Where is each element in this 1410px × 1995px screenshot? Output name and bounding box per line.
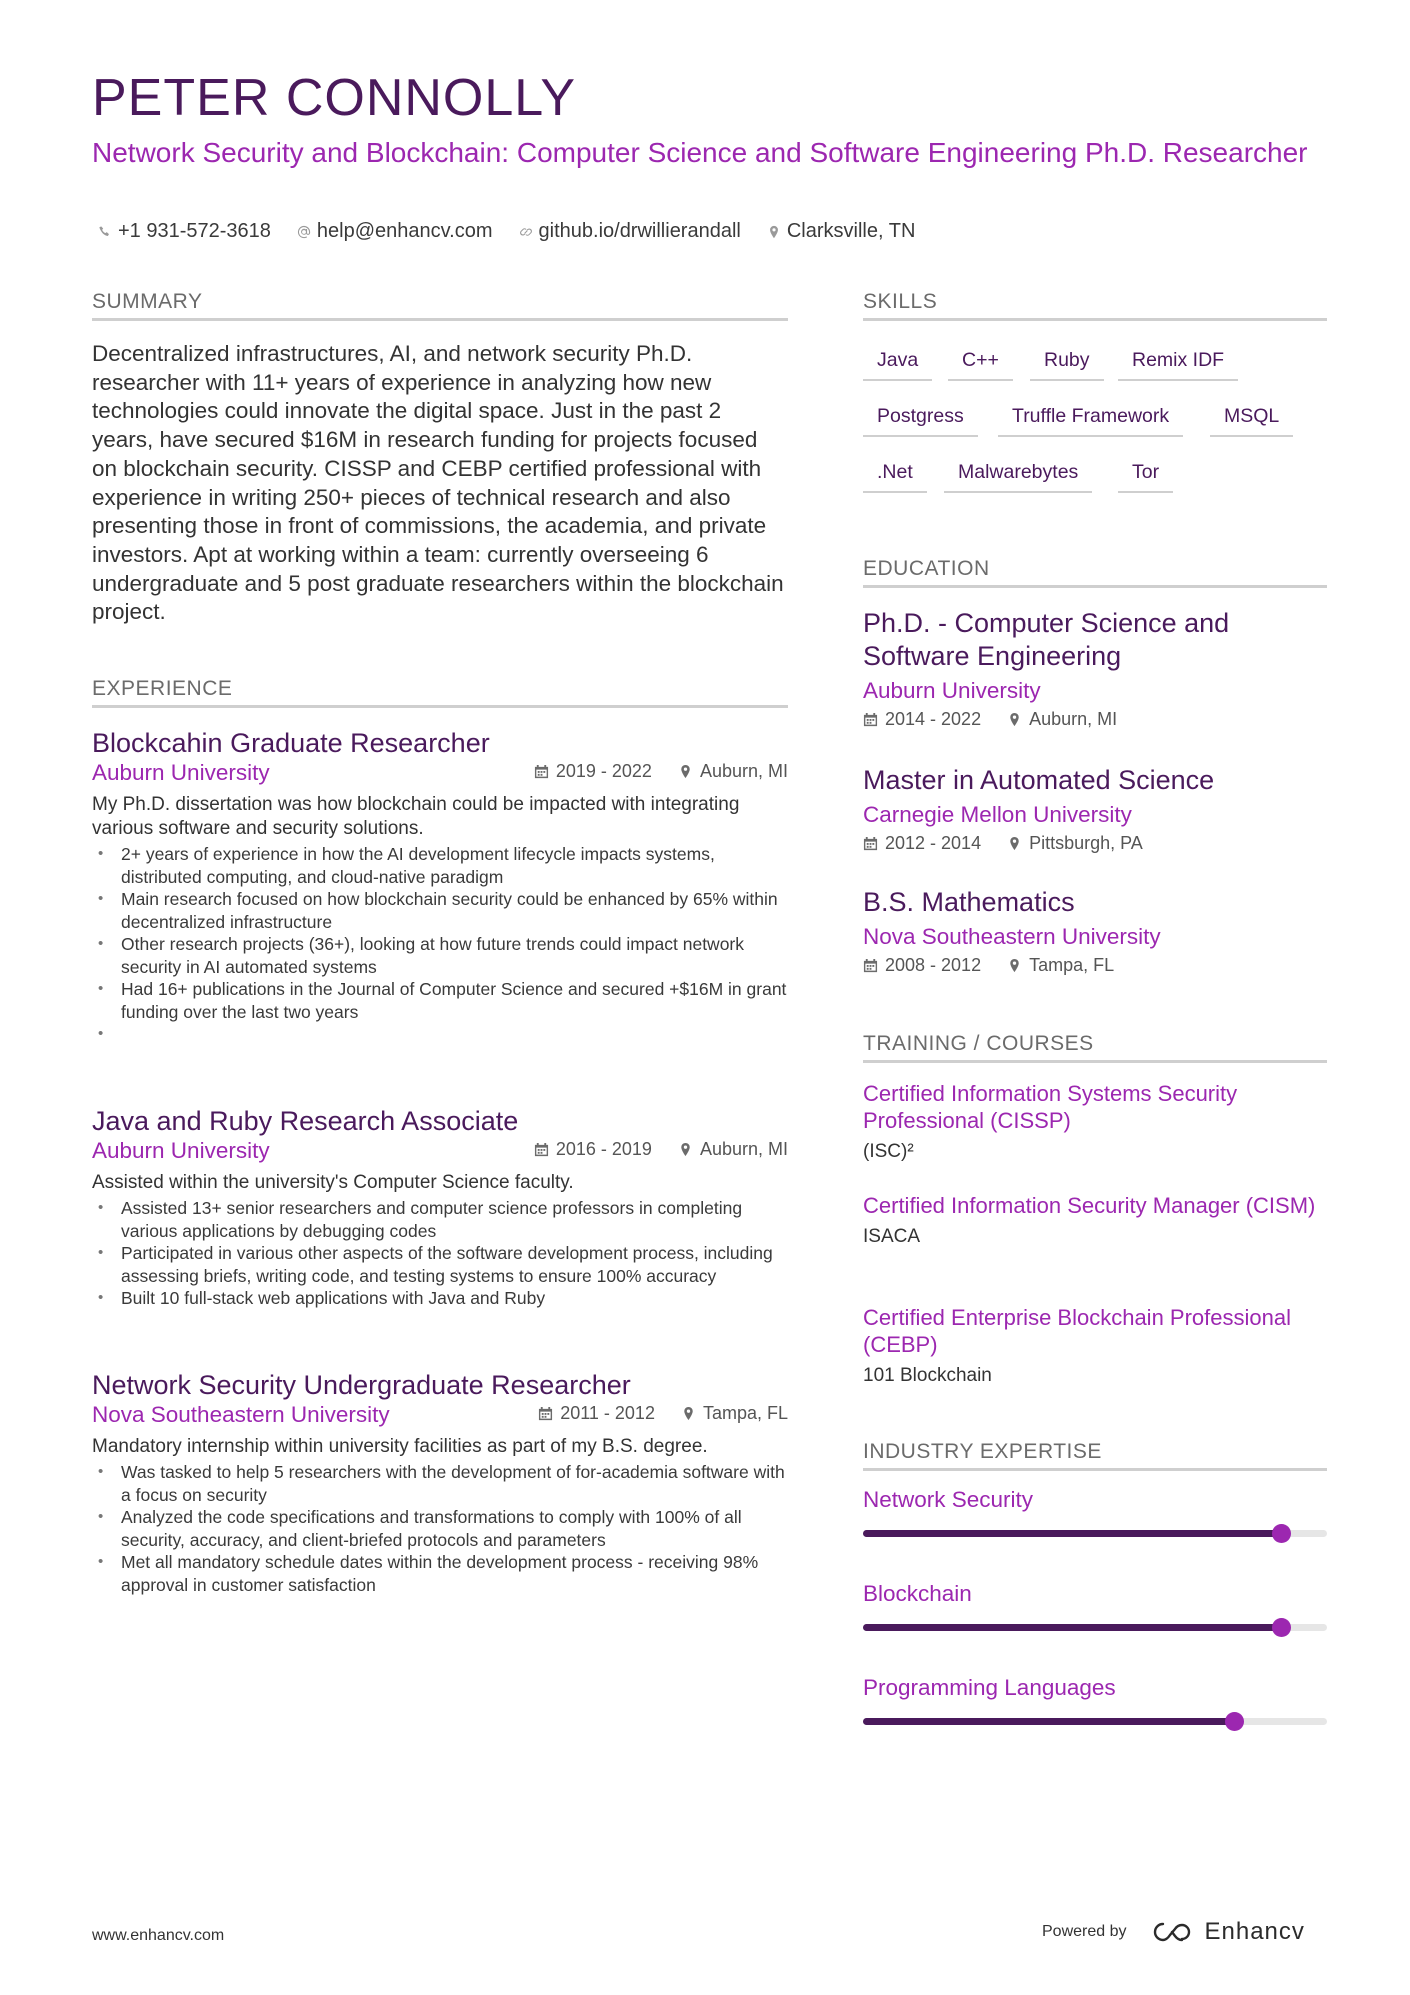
- expertise-label: Network Security: [863, 1487, 1034, 1512]
- calendar-icon: [538, 1406, 553, 1421]
- school-name: Nova Southeastern University: [863, 924, 1161, 949]
- education-heading: EDUCATION: [863, 557, 1327, 588]
- education-location: Pittsburgh, PA: [1007, 833, 1143, 854]
- education-location: Tampa, FL: [1007, 955, 1114, 976]
- education-item: [863, 607, 1327, 730]
- location-pin-icon: [1007, 836, 1022, 851]
- job-bullet: • Met all mandatory schedule dates within the development process - receiving 98% approval in customer satisfaction: [92, 1551, 788, 1596]
- expertise-bar-fill: [863, 1530, 1281, 1537]
- job-dates: 2011 - 2012: [538, 1403, 655, 1424]
- course-item: [863, 1192, 1327, 1249]
- job-title: Network Security Undergraduate Researcher: [92, 1370, 631, 1400]
- footer-website[interactable]: www.enhancv.com: [92, 1927, 225, 1944]
- degree-title: B.S. Mathematics: [863, 887, 1075, 917]
- job-meta: [538, 1403, 788, 1424]
- skill-tag: MSQL: [1210, 403, 1293, 437]
- expertise-bar-fill: [863, 1624, 1281, 1631]
- expertise-item: [863, 1674, 1327, 1702]
- brand-name: Enhancv: [1204, 1918, 1305, 1945]
- skill-tag: Java: [863, 347, 932, 381]
- job-location: Auburn, MI: [678, 1139, 788, 1160]
- footer-brand: [1042, 1918, 1305, 1946]
- job-bullet: • Assisted 13+ senior researchers and computer science professors in completing various applications by debugging codes: [92, 1197, 788, 1242]
- course-title: Certified Information Security Manager (CISM): [863, 1193, 1316, 1218]
- job-title: Java and Ruby Research Associate: [92, 1106, 519, 1136]
- phone-text: +1 931-572-3618: [118, 220, 271, 242]
- degree-title: Ph.D. - Computer Science and Software Engineering: [863, 608, 1230, 671]
- job-bullet: • Analyzed the code specifications and transformations to comply with 100% of all security, accuracy, and client-briefed protocols and parameters: [92, 1506, 788, 1551]
- skill-tag: .Net: [863, 459, 927, 493]
- location-pin-icon: [767, 225, 781, 239]
- location-pin-icon: [1007, 958, 1022, 973]
- location-pin-icon: [678, 1142, 693, 1157]
- skill-tag: Remix IDF: [1118, 347, 1238, 381]
- job-bullets: [92, 1197, 788, 1310]
- degree-title: Master in Automated Science: [863, 765, 1215, 795]
- skills-heading: SKILLS: [863, 290, 1327, 321]
- powered-by-text: Powered by: [1042, 1923, 1127, 1940]
- job-description: My Ph.D. dissertation was how blockchain could be impacted with integrating various software and security solutions.: [92, 794, 740, 839]
- education-location: Auburn, MI: [1007, 709, 1117, 730]
- job-bullet: • Had 16+ publications in the Journal of Computer Science and secured +$16M in grant funding over the last two years: [92, 978, 788, 1023]
- summary-heading: SUMMARY: [92, 290, 788, 321]
- course-provider: ISACA: [863, 1226, 921, 1247]
- experience-item: [92, 727, 788, 1045]
- experience-item: [92, 1105, 788, 1310]
- education-dates: 2008 - 2012: [863, 955, 981, 976]
- candidate-headline: Network Security and Blockchain: Computer Science and Software Engineering Ph.D. Researcher: [92, 137, 1308, 168]
- job-bullet: • Built 10 full-stack web applications with Java and Ruby: [92, 1287, 788, 1310]
- course-title: Certified Information Systems Security Professional (CISSP): [863, 1081, 1238, 1133]
- phone-icon: [98, 225, 112, 239]
- job-meta: [534, 1139, 788, 1160]
- education-dates: 2012 - 2014: [863, 833, 981, 854]
- calendar-icon: [863, 712, 878, 727]
- expertise-heading: INDUSTRY EXPERTISE: [863, 1440, 1327, 1471]
- course-title: Certified Enterprise Blockchain Professional (CEBP): [863, 1305, 1291, 1357]
- calendar-icon: [863, 958, 878, 973]
- education-meta: [863, 955, 1327, 976]
- expertise-bar-knob: [1272, 1618, 1291, 1637]
- job-dates: 2016 - 2019: [534, 1139, 652, 1160]
- job-dates: 2019 - 2022: [534, 761, 652, 782]
- course-provider: 101 Blockchain: [863, 1365, 992, 1386]
- expertise-label: Programming Languages: [863, 1675, 1116, 1700]
- skill-tag: Truffle Framework: [998, 403, 1183, 437]
- education-item: [863, 764, 1327, 854]
- expertise-label: Blockchain: [863, 1581, 972, 1606]
- calendar-icon: [863, 836, 878, 851]
- expertise-bar: [863, 1624, 1327, 1631]
- contact-bar: [98, 220, 915, 243]
- job-meta: [534, 761, 788, 782]
- contact-location: [767, 220, 916, 243]
- job-description: Mandatory internship within university facilities as part of my B.S. degree.: [92, 1436, 708, 1457]
- job-bullet: • 2+ years of experience in how the AI development lifecycle impacts systems, distributed computing, and cloud-native paradigm: [92, 843, 788, 888]
- at-icon: [297, 225, 311, 239]
- education-dates: 2014 - 2022: [863, 709, 981, 730]
- calendar-icon: [534, 1142, 549, 1157]
- skill-tag: Ruby: [1030, 347, 1104, 381]
- course-provider: (ISC)²: [863, 1141, 914, 1162]
- job-location: Tampa, FL: [681, 1403, 788, 1424]
- job-bullet: • Other research projects (36+), looking at how future trends could impact network security in AI automated systems: [92, 933, 788, 978]
- job-company: Auburn University: [92, 760, 270, 785]
- expertise-item: [863, 1580, 1327, 1608]
- expertise-bar-knob: [1225, 1712, 1244, 1731]
- job-bullet: • Participated in various other aspects of the software development process, including assessing briefs, writing code, and testing systems to ensure 100% accuracy: [92, 1242, 788, 1287]
- email-text: help@enhancv.com: [316, 220, 493, 242]
- skill-tag: C++: [948, 347, 1013, 381]
- job-description: Assisted within the university's Computer Science faculty.: [92, 1172, 574, 1193]
- job-bullets: [92, 843, 788, 1045]
- enhancv-logo[interactable]: [1151, 1918, 1305, 1946]
- education-meta: [863, 833, 1327, 854]
- enhancv-logo-icon: [1151, 1921, 1195, 1943]
- experience-item: [92, 1369, 788, 1596]
- school-name: Carnegie Mellon University: [863, 802, 1132, 827]
- expertise-bar: [863, 1530, 1327, 1537]
- job-company: Auburn University: [92, 1138, 270, 1163]
- course-item: [863, 1080, 1327, 1164]
- contact-email[interactable]: [297, 220, 493, 243]
- school-name: Auburn University: [863, 678, 1041, 703]
- expertise-item: [863, 1486, 1327, 1514]
- experience-heading: EXPERIENCE: [92, 677, 788, 708]
- summary-text: Decentralized infrastructures, AI, and network security Ph.D. researcher with 11+ years of experience in analyzing how new technologies could innovate the digital space. Just in the past 2 years, have secured $16M in research funding for projects focused on blockchain security. CISSP and CEBP certified professional with experience in writing 250+ pieces of technical research and also presenting those in front of commissions, the academia, and private investors. Apt at working within a team: currently overseeing 6 undergraduate and 5 post graduate researchers within the blockchain project.: [92, 341, 784, 625]
- location-pin-icon: [678, 764, 693, 779]
- training-heading: TRAINING / COURSES: [863, 1032, 1327, 1063]
- expertise-bar: [863, 1718, 1327, 1725]
- job-title: Blockcahin Graduate Researcher: [92, 728, 490, 758]
- skill-tag: Tor: [1118, 459, 1173, 493]
- expertise-bar-fill: [863, 1718, 1234, 1725]
- job-bullet: • Main research focused on how blockchain security could be enhanced by 65% within decentralized infrastructure: [92, 888, 788, 933]
- course-item: [863, 1304, 1327, 1388]
- expertise-bar-knob: [1272, 1524, 1291, 1543]
- link-text: github.io/drwillierandall: [538, 220, 741, 242]
- job-bullets: [92, 1461, 788, 1596]
- job-bullet: • Was tasked to help 5 researchers with the development of for-academia software with a focus on security: [92, 1461, 788, 1506]
- location-text: Clarksville, TN: [786, 220, 916, 242]
- skill-tag: Postgress: [863, 403, 978, 437]
- contact-phone[interactable]: [98, 220, 271, 243]
- candidate-name: PETER CONNOLLY: [92, 69, 577, 127]
- calendar-icon: [534, 764, 549, 779]
- job-bullet: [92, 1023, 788, 1045]
- location-pin-icon: [681, 1406, 696, 1421]
- contact-link[interactable]: [519, 220, 741, 243]
- education-meta: [863, 709, 1327, 730]
- skill-tag: Malwarebytes: [944, 459, 1092, 493]
- job-company: Nova Southeastern University: [92, 1402, 390, 1427]
- education-item: [863, 886, 1327, 976]
- location-pin-icon: [1007, 712, 1022, 727]
- job-location: Auburn, MI: [678, 761, 788, 782]
- link-icon: [519, 225, 533, 239]
